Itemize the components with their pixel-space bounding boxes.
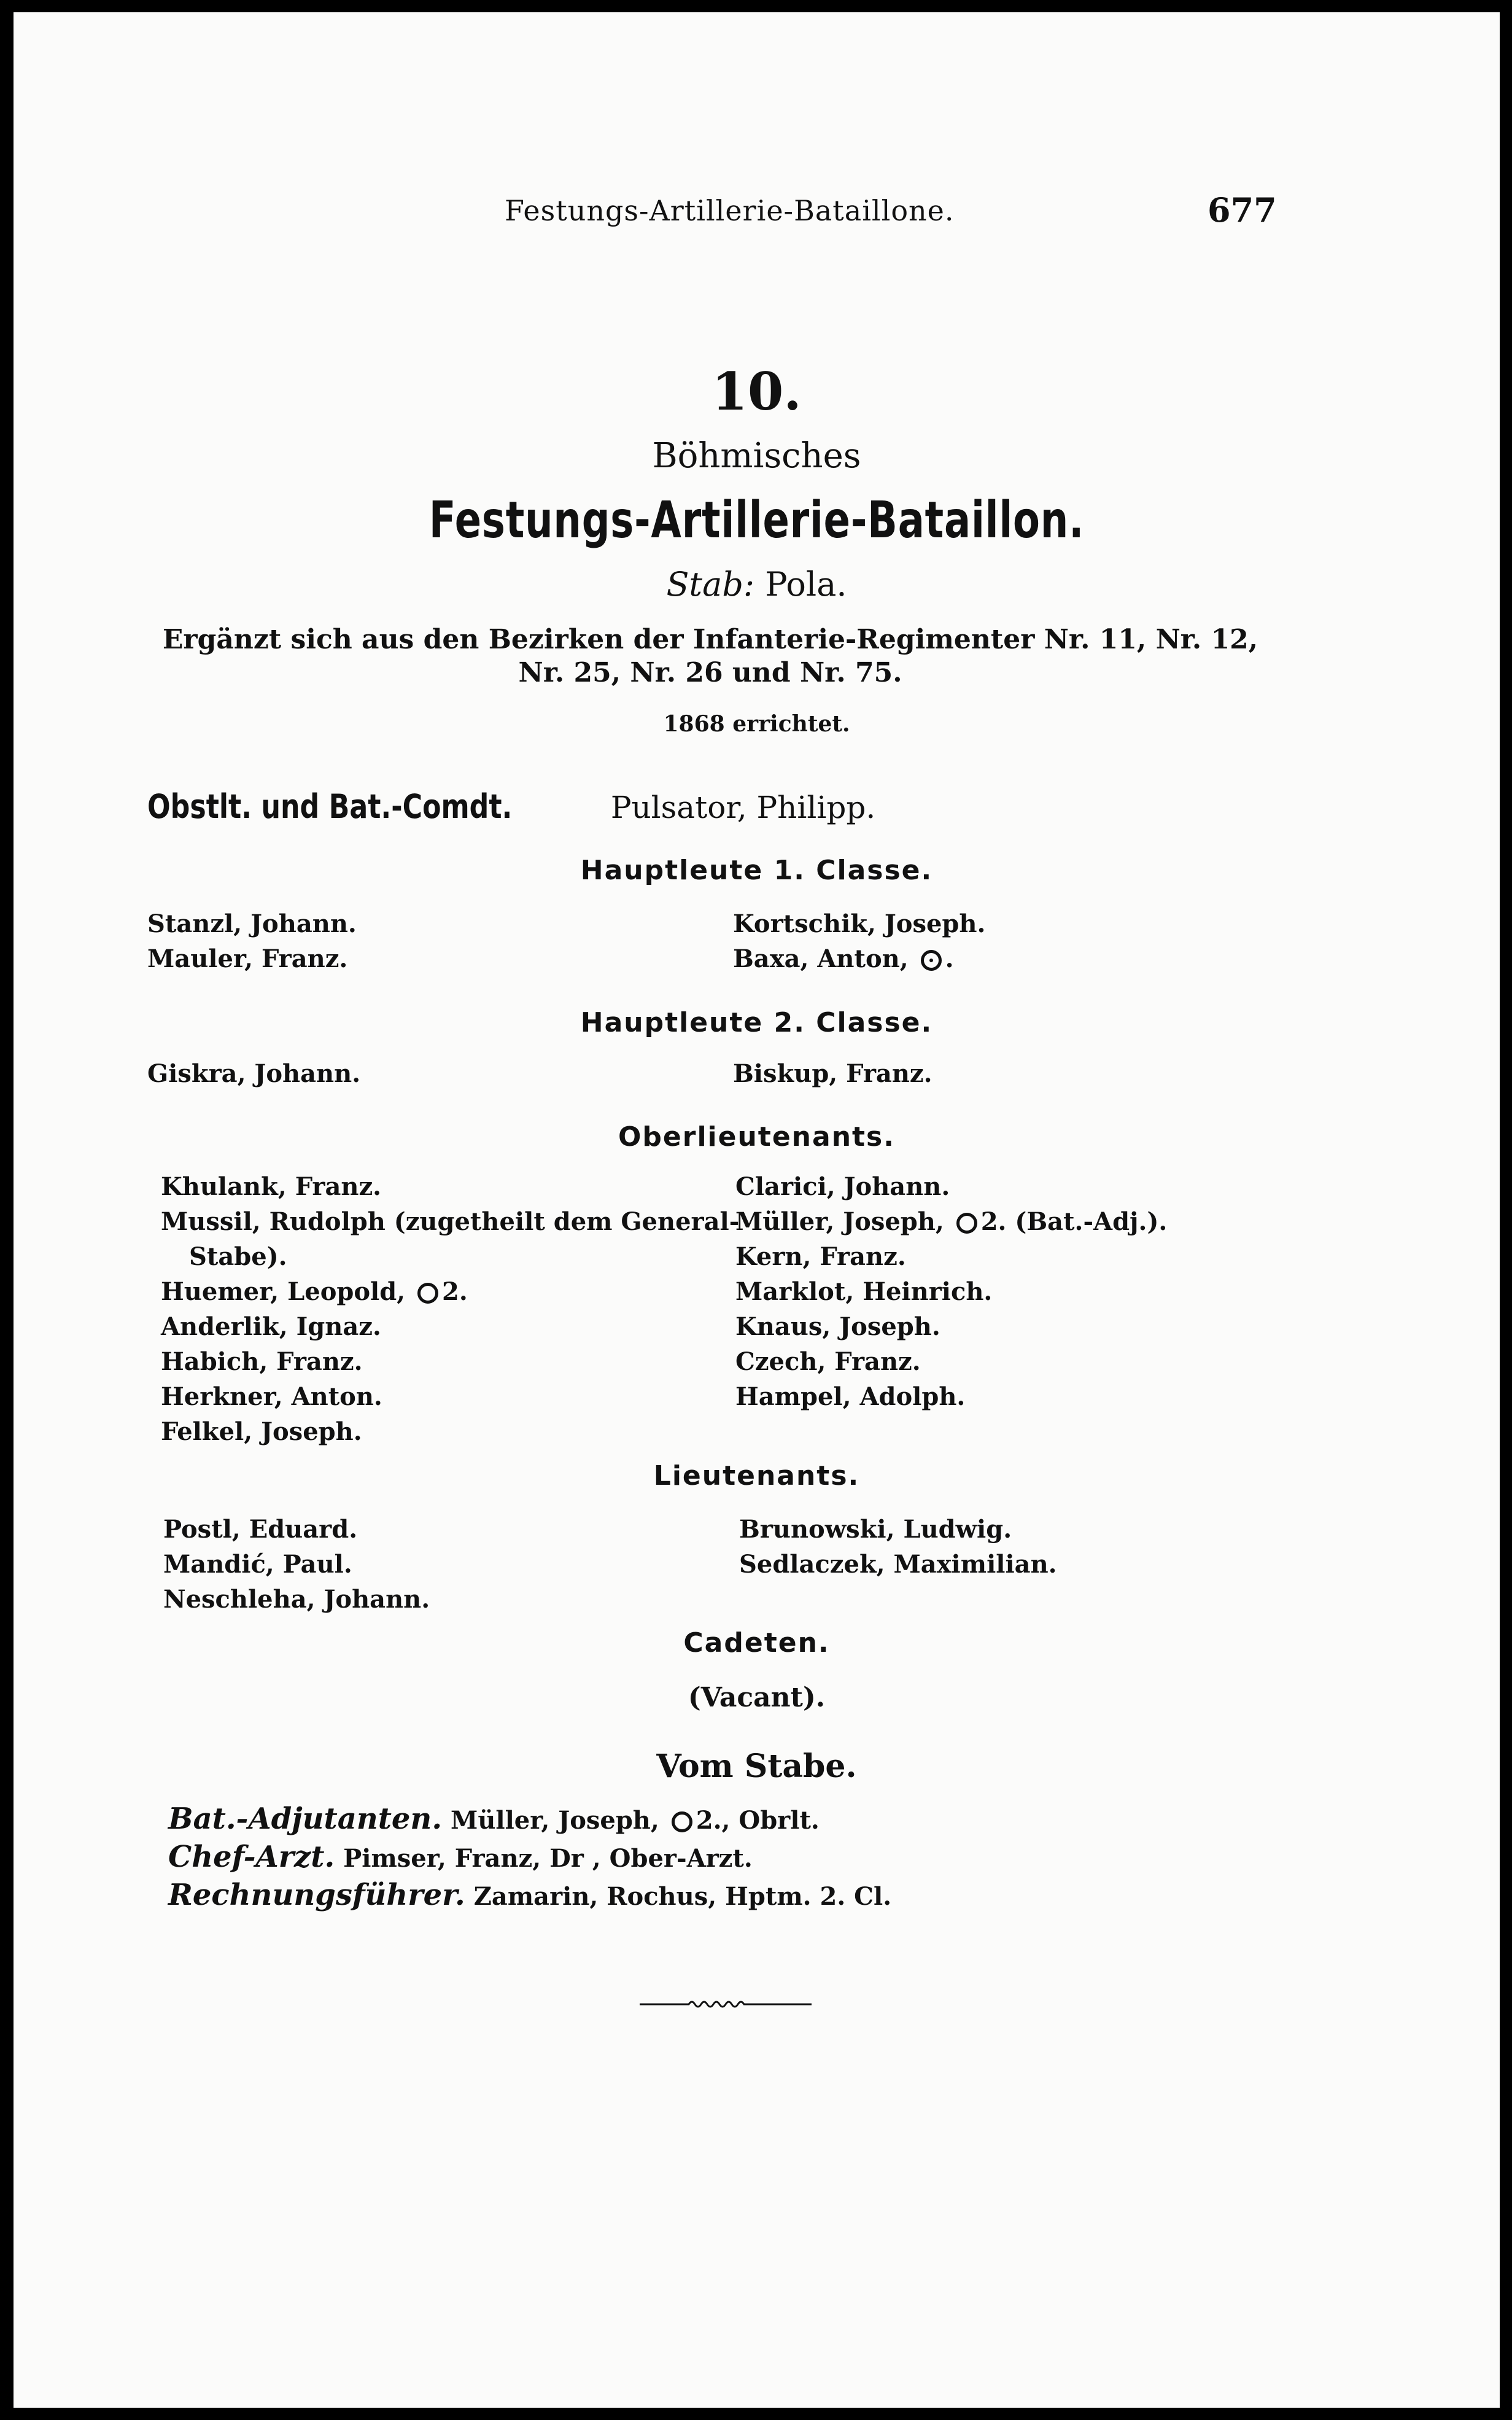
oberlieutenants-right bbox=[735, 1169, 1167, 1414]
stab-label: Stab: bbox=[666, 565, 755, 604]
battalion-title: Festungs-Artillerie-Bataillon. bbox=[428, 491, 1085, 550]
staff-person: Zamarin, Rochus, Hptm. 2. Cl. bbox=[473, 1882, 892, 1911]
list-item: Baxa, Anton, . bbox=[733, 944, 954, 973]
staff-row-rechnungsfuehrer bbox=[168, 1878, 891, 1912]
list-item: Stabe). bbox=[189, 1242, 287, 1271]
battalion-subtitle: Böhmisches bbox=[652, 436, 861, 476]
running-title: Festungs-Artillerie-Bataillone. bbox=[505, 194, 955, 227]
staff-person: Pimser, Franz, Dr , Ober-Arzt. bbox=[343, 1844, 753, 1873]
list-item: Clarici, Johann. bbox=[735, 1172, 950, 1201]
hauptleute-2-right bbox=[733, 1056, 932, 1091]
oberlieutenants-left bbox=[161, 1169, 739, 1449]
order-circle-icon bbox=[956, 1213, 977, 1234]
list-item: Mandić, Paul. bbox=[163, 1550, 352, 1579]
established-note: 1868 errichtet. bbox=[663, 711, 850, 737]
commander-rank: Obstlt. und Bat.-Comdt. bbox=[147, 787, 513, 826]
list-item: Kortschik, Joseph. bbox=[733, 909, 986, 938]
page-number: 677 bbox=[1208, 190, 1277, 230]
lieutenants-left bbox=[163, 1512, 430, 1617]
lieutenants-right bbox=[739, 1512, 1057, 1582]
list-item: Knaus, Joseph. bbox=[735, 1312, 940, 1341]
staff-role: Rechnungsführer. bbox=[168, 1878, 465, 1912]
list-item: Sedlaczek, Maximilian. bbox=[739, 1550, 1057, 1579]
heading-vom-stabe: Vom Stabe. bbox=[656, 1748, 857, 1785]
list-item: Huemer, Leopold, 2. bbox=[161, 1277, 468, 1306]
list-item: Biskup, Franz. bbox=[733, 1059, 932, 1088]
list-item: Kern, Franz. bbox=[735, 1242, 906, 1271]
list-item: Müller, Joseph, 2. (Bat.-Adj.). bbox=[735, 1207, 1168, 1236]
heading-hauptleute-1: Hauptleute 1. Classe. bbox=[580, 855, 933, 886]
list-item: Khulank, Franz. bbox=[161, 1172, 382, 1201]
stab-place: Pola. bbox=[765, 565, 847, 604]
hauptleute-1-right bbox=[733, 906, 985, 976]
list-item: Neschleha, Johann. bbox=[163, 1585, 430, 1614]
staff-row-chef-arzt bbox=[168, 1840, 753, 1874]
hauptleute-1-left bbox=[147, 906, 357, 976]
list-item: Brunowski, Ludwig. bbox=[739, 1515, 1012, 1544]
heading-cadeten: Cadeten. bbox=[683, 1627, 830, 1659]
battalion-number: 10. bbox=[711, 361, 802, 422]
list-item: Mussil, Rudolph (zugetheilt dem General- bbox=[161, 1207, 740, 1236]
list-item: Habich, Franz. bbox=[161, 1347, 363, 1376]
heading-lieutenants: Lieutenants. bbox=[653, 1460, 860, 1492]
order-circle-icon bbox=[672, 1811, 692, 1832]
staff-row-adjutant: Bat.-Adjutanten. Müller, Joseph, 2., Obrlt. bbox=[168, 1802, 820, 1836]
stab-line bbox=[14, 565, 1500, 604]
order-circle-dot-icon bbox=[921, 950, 942, 971]
list-item: Czech, Franz. bbox=[735, 1347, 921, 1376]
cadeten-value: (Vacant). bbox=[688, 1682, 826, 1713]
order-circle-icon bbox=[417, 1283, 438, 1304]
heading-hauptleute-2: Hauptleute 2. Classe. bbox=[580, 1007, 933, 1038]
commander-name: Pulsator, Philipp. bbox=[610, 790, 876, 825]
hauptleute-2-left bbox=[147, 1056, 360, 1091]
list-item: Stanzl, Johann. bbox=[147, 909, 357, 938]
list-item: Marklot, Heinrich. bbox=[735, 1277, 993, 1306]
heading-oberlieutenants: Oberlieutenants. bbox=[618, 1121, 895, 1153]
staff-role: Chef-Arzt. bbox=[168, 1840, 335, 1874]
list-item: Hampel, Adolph. bbox=[735, 1382, 966, 1411]
list-item: Mauler, Franz. bbox=[147, 944, 348, 973]
staff-role: Bat.-Adjutanten. bbox=[168, 1802, 443, 1836]
list-item: Giskra, Johann. bbox=[147, 1059, 361, 1088]
recruitment-note: Ergänzt sich aus den Bezirken der Infanterie-Regimenter Nr. 11, Nr. 12, Nr. 25, Nr. 26 und Nr. 75. bbox=[162, 624, 1258, 688]
list-item: Felkel, Joseph. bbox=[161, 1417, 362, 1446]
commander-line bbox=[147, 787, 875, 826]
list-item: Herkner, Anton. bbox=[161, 1382, 382, 1411]
list-item: Anderlik, Ignaz. bbox=[161, 1312, 381, 1341]
document-page bbox=[14, 12, 1500, 2408]
list-item: Postl, Eduard. bbox=[163, 1515, 358, 1544]
end-ornament-divider bbox=[640, 1996, 812, 2010]
